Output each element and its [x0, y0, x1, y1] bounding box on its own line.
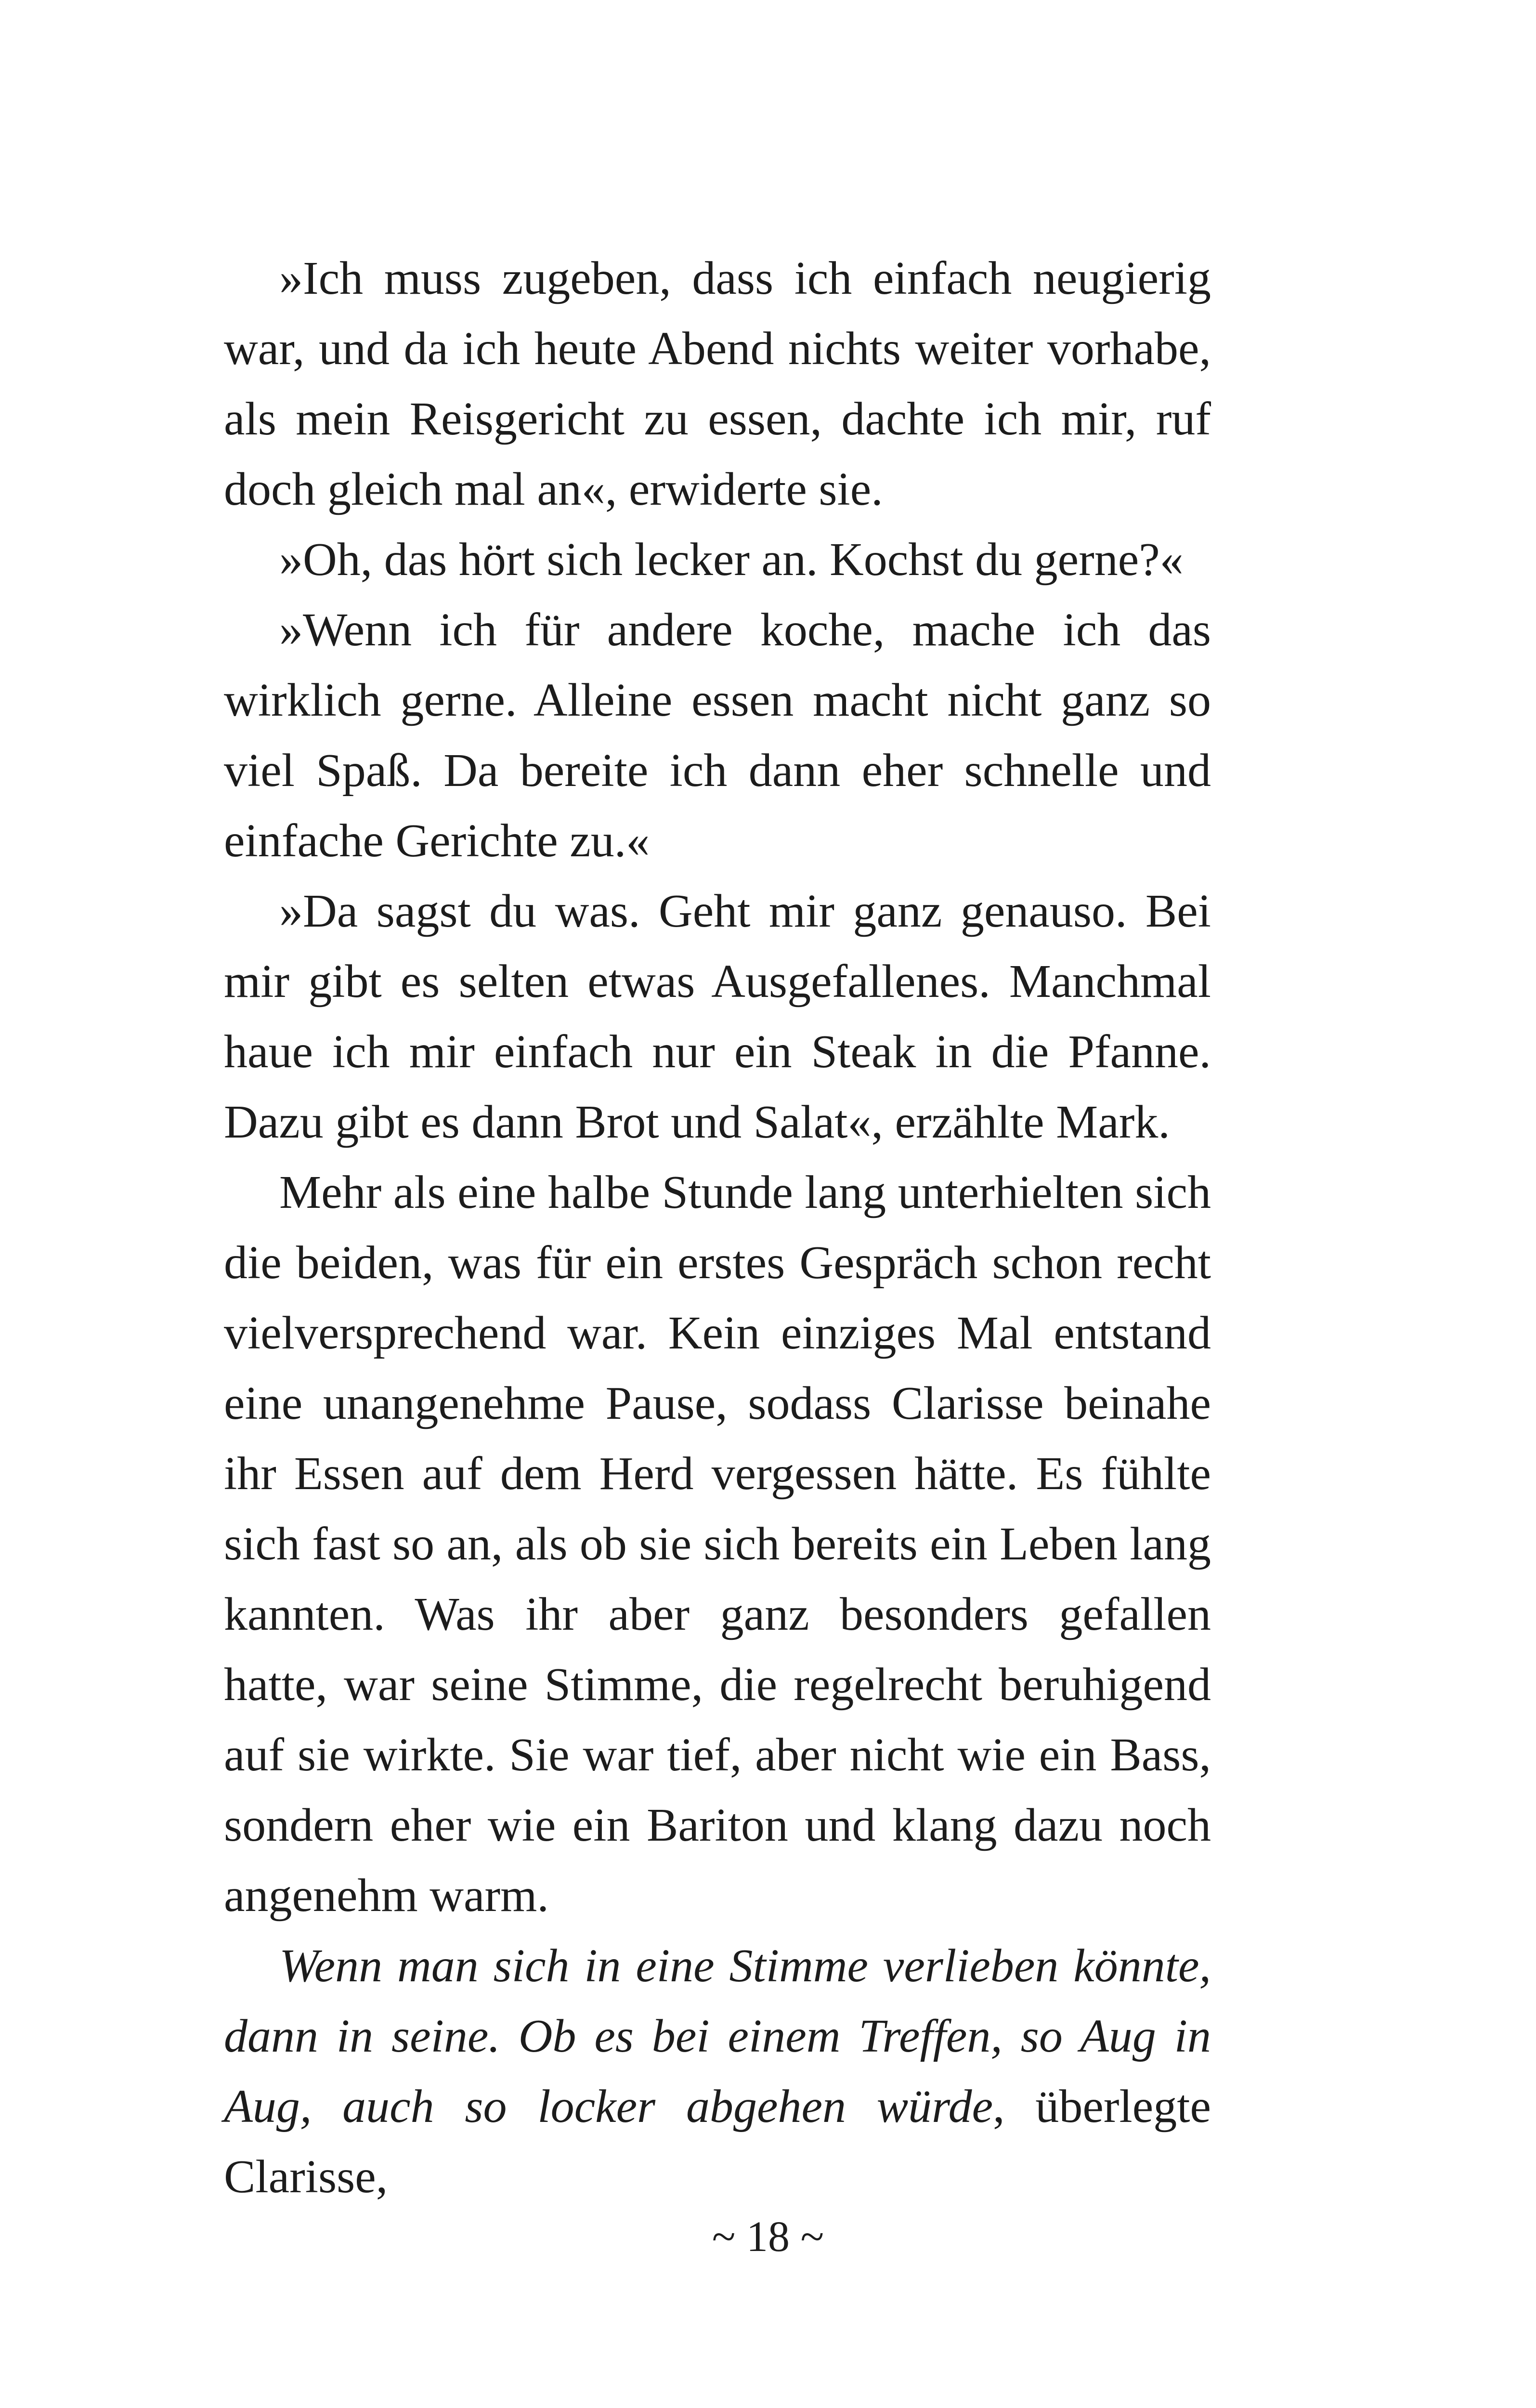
paragraph-3	[224, 595, 1211, 876]
paragraph-4	[224, 876, 1211, 1157]
paragraph-text: »Oh, das hört sich lecker an. Kochst du gerne?«	[279, 534, 1184, 586]
italic-thought: Wenn man sich in eine Stimme verlieben könnte, dann in seine. Ob es bei einem Treffen, so Aug in Aug, auch so locker abgehen würde	[224, 1940, 1211, 2133]
paragraph-text: »Ich muss zugeben, dass ich einfach neugierig war, und da ich heute Abend nichts weiter vorhabe, als mein Reisgericht zu essen, dachte ich mir, ruf doch gleich mal an«, erwiderte sie.	[224, 252, 1211, 515]
paragraph-2	[224, 524, 1211, 595]
paragraph-text: , überlegte Clarisse,	[224, 2081, 1211, 2203]
paragraph-6	[224, 1931, 1211, 2212]
paragraph-5	[224, 1157, 1211, 1931]
paragraph-1	[224, 243, 1211, 524]
paragraph-text: »Da sagst du was. Geht mir ganz genauso. Bei mir gibt es selten etwas Ausgefallenes. Manchmal haue ich mir einfach nur ein Steak in die Pfanne. Dazu gibt es dann Brot und Salat«, erzählte Mark.	[224, 885, 1211, 1148]
paragraph-text: Mehr als eine halbe Stunde lang unterhielten sich die beiden, was für ein erstes Gespräch schon recht vielversprechend war. Kein einziges Mal entstand eine unangenehme Pause, sodass Clarisse beinahe ihr Essen auf dem Herd vergessen hätte. Es fühlte sich fast so an, als ob sie sich bereits ein Leben lang kannten. Was ihr aber ganz besonders gefallen hatte, war seine Stimme, die regelrecht beruhigend auf sie wirkte. Sie war tief, aber nicht wie ein Bass, sondern eher wie ein Bariton und klang dazu noch angenehm warm.	[224, 1166, 1211, 1922]
body-text	[224, 243, 1211, 2212]
paragraph-text: »Wenn ich für andere koche, mache ich das wirklich gerne. Alleine essen macht nicht ganz so viel Spaß. Da bereite ich dann eher schnelle und einfache Gerichte zu.«	[224, 604, 1211, 867]
page-number: ~ 18 ~	[712, 2213, 824, 2261]
